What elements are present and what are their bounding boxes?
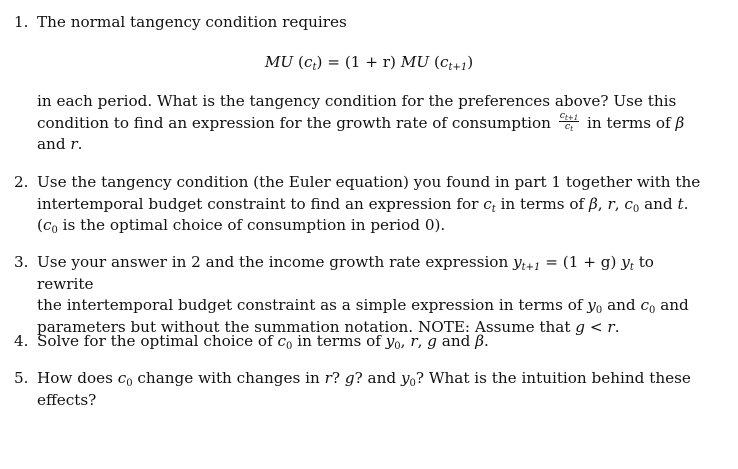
math-symbol: r [324, 369, 332, 387]
math-subscript: 0 [286, 341, 293, 352]
text-line: parameters but without the summation notation. NOTE: Assume that g < r. [37, 317, 620, 336]
math-symbol: β [675, 113, 685, 132]
text-fragment: and [660, 296, 689, 314]
math-symbol: c [303, 53, 313, 71]
question-text [37, 12, 705, 34]
question-text [37, 172, 705, 237]
text-fragment: in terms of [297, 332, 381, 350]
text-fragment: . [77, 135, 83, 153]
math-subscript: t+1 [521, 262, 541, 273]
question-number: 2. [14, 173, 29, 191]
math-symbol: MU [264, 53, 294, 71]
text-line [37, 252, 705, 295]
math-symbol: y [513, 253, 522, 271]
math-symbol: MU [400, 53, 430, 71]
text-fragment: to rewrite [37, 253, 654, 293]
math-symbol: t [677, 194, 684, 213]
math-subscript: 0 [595, 305, 603, 316]
math-symbol: β [589, 194, 598, 213]
text-line [37, 295, 705, 317]
text-fragment: and [607, 296, 636, 314]
math-subscript: t [491, 203, 496, 215]
math-symbol: y [621, 253, 630, 271]
growth-rate-fraction [559, 111, 579, 132]
math-operator: < [589, 317, 603, 336]
text-fragment: ( [37, 216, 43, 234]
question-number: 1. [14, 13, 29, 31]
text-fragment: and [644, 194, 673, 213]
text-line: Solve for the optimal choice of $c_0$ in terms of $y_0$, r, g and β. [37, 332, 489, 352]
math-symbol: r [607, 317, 615, 336]
text-fragment: How does [37, 369, 113, 387]
math-subscript: 0 [394, 341, 401, 352]
math-subscript: 0 [51, 225, 58, 236]
text-fragment: in terms of [587, 113, 671, 132]
math-symbol: g [427, 332, 437, 350]
text-line [37, 134, 705, 156]
question-text [37, 331, 705, 353]
math-symbol: c [624, 194, 633, 213]
math-symbol: c [559, 110, 566, 121]
math-symbol: c [483, 194, 492, 213]
tangency-equation: MU $(c_t) = (1 + r)$ MU $(c_{t+1})$ [264, 53, 474, 73]
math-subscript: t+1 [448, 62, 468, 73]
math-symbol: y [587, 296, 596, 314]
text-line [37, 215, 705, 237]
math-subscript: 0 [409, 378, 416, 389]
question-number: 5. [14, 369, 29, 387]
math-symbol: c [277, 332, 287, 350]
text-line: in each period. What is the tangency condition for the preferences above? Use this [37, 92, 677, 110]
text-fragment: the intertemporal budget constraint as a simple expression in terms of [37, 296, 583, 314]
math-subscript: t+1 [565, 114, 579, 122]
text-line: intertemporal budget constraint to find an expression for $c_t$ in terms of β, r, $c_0$ and t. [37, 194, 689, 215]
text-line: Use the tangency condition (the Euler equation) you found in part 1 together with the [37, 173, 701, 191]
text-line: How does $c_0$ change with changes in r? g? and $y_0$? What is the intuition behind these [37, 369, 691, 389]
text-fragment: intertemporal budget constraint to find an expression for [37, 194, 479, 213]
question-number: 4. [14, 332, 29, 350]
math-subscript: t [629, 262, 634, 273]
math-symbol: c [42, 216, 52, 234]
math-term: (1 + r) [344, 53, 396, 71]
text-fragment: What is the intuition behind these [428, 369, 691, 387]
math-symbol: c [564, 121, 571, 132]
math-symbol: y [400, 369, 410, 387]
math-symbol: β [475, 332, 484, 350]
math-symbol: g [344, 369, 355, 387]
math-subscript: 0 [649, 305, 656, 316]
question-text [37, 252, 705, 338]
math-symbol: r [410, 332, 418, 350]
math-symbol: c [439, 53, 449, 71]
math-operator: = [327, 53, 340, 71]
text-line [37, 110, 705, 135]
text-fragment: Use your answer in 2 and the income growth rate expression [37, 253, 509, 271]
text-line: effects? [37, 390, 97, 409]
text-fragment: is the optimal choice of consumption in period 0). [62, 216, 446, 234]
question-number: 3. [14, 253, 29, 271]
math-symbol: c [640, 296, 649, 314]
math-subscript: 0 [632, 203, 640, 215]
math-symbol: g [575, 317, 586, 336]
math-symbol: r [607, 194, 615, 213]
text-fragment: change with changes in [137, 369, 320, 387]
text-fragment: and [37, 135, 66, 153]
math-subscript: t [312, 62, 317, 73]
math-symbol: c [117, 369, 127, 387]
math-symbol: y [385, 332, 395, 350]
text-fragment: and [441, 332, 471, 350]
text-fragment: Solve for the optimal choice of [37, 332, 273, 350]
math-subscript: t [570, 125, 574, 133]
text-fragment: parameters but without the summation notation. NOTE: Assume that [37, 317, 571, 336]
text-fragment: condition to find an expression for the growth rate of consumption [37, 113, 551, 132]
question-text [37, 368, 705, 411]
text-fragment: and [367, 369, 397, 387]
question-intro: The normal tangency condition requires [37, 13, 347, 31]
math-term: = (1 + g) [545, 253, 617, 271]
math-symbol: r [70, 135, 78, 153]
math-subscript: 0 [126, 378, 133, 389]
text-fragment: in terms of [500, 194, 585, 213]
question-text [37, 91, 705, 156]
